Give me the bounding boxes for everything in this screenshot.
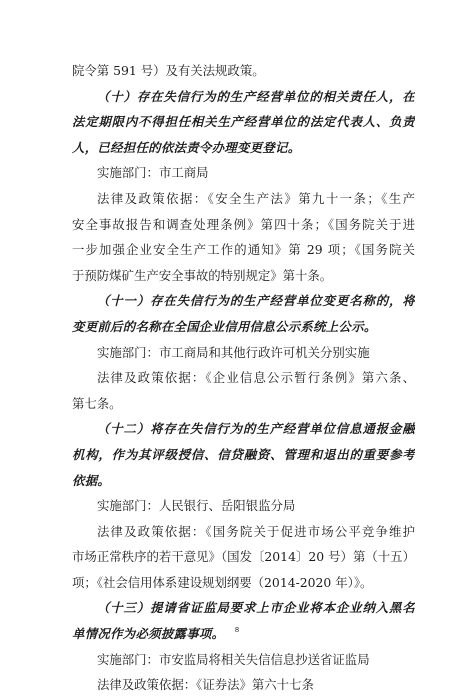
measure-heading-line: 机构，作为其评级授信、信贷融资、管理和退出的重要参考 (72, 446, 415, 462)
text-line: 实施部门：市安监局将相关失信信息抄送省证监局 (97, 651, 370, 667)
text-line: 实施部门：市工商局 (97, 165, 209, 181)
text-line: 法律及政策依据：《证券法》第六十七条 (97, 677, 314, 693)
measure-heading-line: （十二）将存在失信行为的生产经营单位信息通报金融 (97, 421, 415, 437)
measure-heading-line: （十三）提请省证监局要求上市企业将本企业纳入黑名 (97, 600, 415, 616)
text-line: 市场正常秩序的若干意见》（国发〔2014〕20 号）第（十五） (72, 549, 415, 565)
measure-heading-line: （十一）存在失信行为的生产经营单位变更名称的，将 (97, 293, 415, 309)
text-line: 实施部门：人民银行、岳阳银监分局 (97, 498, 296, 514)
document-body (72, 58, 415, 698)
text-line: 于预防煤矿生产安全事故的特别规定》第十条。 (72, 267, 333, 283)
measure-heading-line: 法定期限内不得担任相关生产经营单位的法定代表人、负责 (72, 114, 415, 130)
measure-heading-line: 依据。 (72, 472, 111, 488)
text-line: 院令第 591 号）及有关法规政策。 (72, 63, 265, 78)
measure-heading-line: 人，已经担任的依法责令办理变更登记。 (72, 139, 301, 155)
text-line: 法律及政策依据：《企业信息公示暂行条例》第六条、 (97, 370, 415, 386)
text-line: 实施部门：市工商局和其他行政许可机关分别实施 (97, 344, 370, 360)
text-line: 安全事故报告和调查处理条例》第四十条；《国务院关于进 (72, 216, 415, 232)
measure-heading-line: （十）存在失信行为的生产经营单位的相关责任人，在 (97, 88, 415, 104)
measure-heading-line: 变更前后的名称在全国企业信用信息公示系统上公示。 (72, 318, 377, 334)
text-line: 一步加强企业安全生产工作的通知》第 29 项；《国务院关 (72, 242, 415, 258)
text-line: 项；《社会信用体系建设规划纲要（2014-2020 年）》。 (72, 574, 373, 590)
measure-heading-line: 单情况作为必须披露事项。 (72, 626, 225, 642)
text-line: 法律及政策依据：《安全生产法》第九十一条；《生产 (97, 190, 415, 206)
text-line: 第七条。 (72, 395, 122, 411)
text-line: 法律及政策依据：《国务院关于促进市场公平竞争维护 (97, 523, 415, 539)
page-number: 8 (234, 626, 240, 634)
